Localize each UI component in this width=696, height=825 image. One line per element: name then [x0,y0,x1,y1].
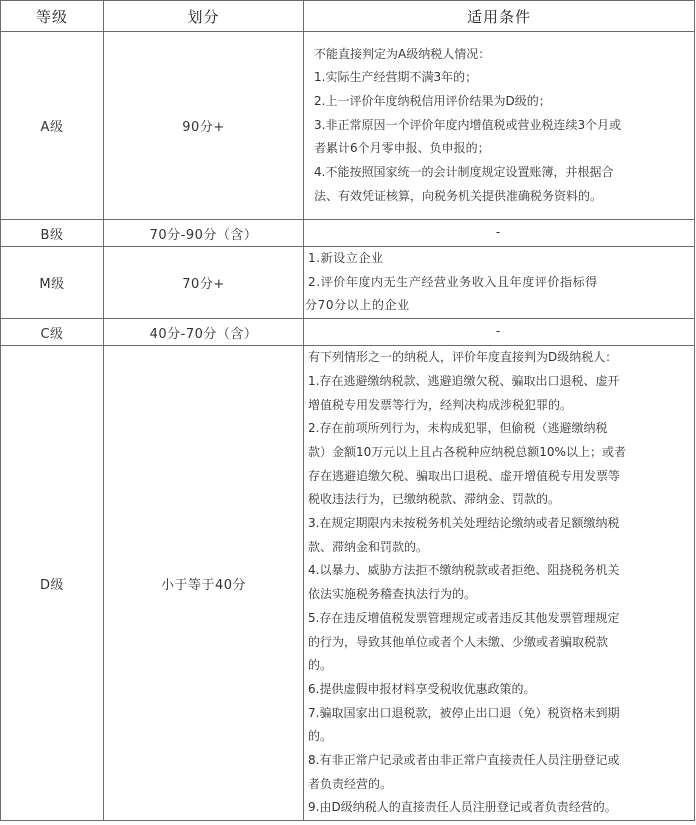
condition-line: 依法实施税务稽查执法行为的。 [308,587,477,602]
condition-line: 款、滞纳金和罚款的。 [308,539,429,554]
condition-line: 6.提供虚假申报材料享受税收优惠政策的。 [308,681,536,696]
condition-line: 4.以暴力、威胁方法拒不缴纳税款或者拒绝、阻挠税务机关 [308,563,620,578]
condition-cell [304,346,695,821]
condition-line: 的行为，导致其他单位或者个人未缴、少缴或者骗取税款 [308,634,609,649]
condition-line: 1.存在逃避缴纳税款、逃避追缴欠税、骗取出口退税、虚开 [308,373,620,388]
score-cell: 90分+ [104,32,304,220]
score-cell: 40分-70分（含） [104,319,304,346]
grade-cell: B级 [1,220,104,247]
condition-line: 的。 [308,729,333,744]
condition-line: 者负责经营的。 [308,776,393,791]
condition-cell [304,32,695,220]
condition-line: 2.存在前项所列行为，未构成犯罪，但偷税（逃避缴纳税 [308,421,608,436]
condition-line: 不能直接判定为A级纳税人情况： [314,46,491,61]
condition-line: 7.骗取国家出口退税款，被停止出口退（免）税资格未到期 [308,705,620,720]
condition-cell: - [304,220,695,247]
grade-cell: C级 [1,319,104,346]
condition-line: 9.由D级纳税人的直接责任人员注册登记或者负责经营的。 [308,800,617,815]
condition-line: 3.在规定期限内未按税务机关处理结论缴纳或者足额缴纳税 [308,516,620,531]
grade-cell: M级 [1,247,104,319]
condition-line: 4.不能按照国家统一的会计制度规定设置账簿，并根据合 [314,165,614,180]
table-row-m [1,247,695,319]
condition-line: 2.上一评价年度纳税信用评价结果为D级的； [314,93,551,108]
condition-line: 1.实际生产经营期不满3年的； [314,70,478,85]
condition-line: 1.新设立企业 [308,251,384,265]
condition-line: 法、有效凭证核算，向税务机关提供准确税务资料的。 [314,188,603,203]
grade-cell: D级 [1,346,104,821]
condition-line: 款）金额10万元以上且占各税种应纳税总额10%以上；或者 [308,444,626,459]
table-row-b [1,220,695,247]
condition-line: 增值税专用发票等行为，经判决构成涉税犯罪的。 [308,397,573,412]
condition-cell [304,247,695,319]
condition-line: 者累计6个月零申报、负申报的； [314,141,490,156]
score-cell: 70分+ [104,247,304,319]
score-cell: 70分-90分（含） [104,220,304,247]
score-cell: 小于等于40分 [104,346,304,821]
condition-line: 5.存在违反增值税发票管理规定或者违反其他发票管理规定 [308,610,620,625]
condition-line: 3.非正常原因一个评价年度内增值税或营业税连续3个月或 [314,117,622,132]
header-row [1,1,695,32]
condition-line: 2.评价年度内无生产经营业务收入且年度评价指标得 [308,274,598,289]
condition-line: 分70分以上的企业 [305,298,410,313]
condition-line: 的。 [308,658,333,673]
condition-line: 有下列情形之一的纳税人，评价年度直接判为D级纳税人： [308,350,618,365]
header-score: 划分 [104,1,304,32]
condition-line: 存在逃避追缴欠税、骗取出口退税、虚开增值税专用发票等 [308,468,621,483]
grade-cell: A级 [1,32,104,220]
table-row-d [1,346,695,821]
condition-line: 税收违法行为，已缴纳税款、滞纳金、罚款的。 [308,492,561,507]
condition-line: 8.有非正常户记录或者由非正常户直接责任人员注册登记或 [308,753,620,768]
condition-cell: - [304,319,695,346]
table-row-c [1,319,695,346]
header-grade: 等级 [1,1,104,32]
table-row-a [1,32,695,220]
header-condition: 适用条件 [304,1,695,32]
